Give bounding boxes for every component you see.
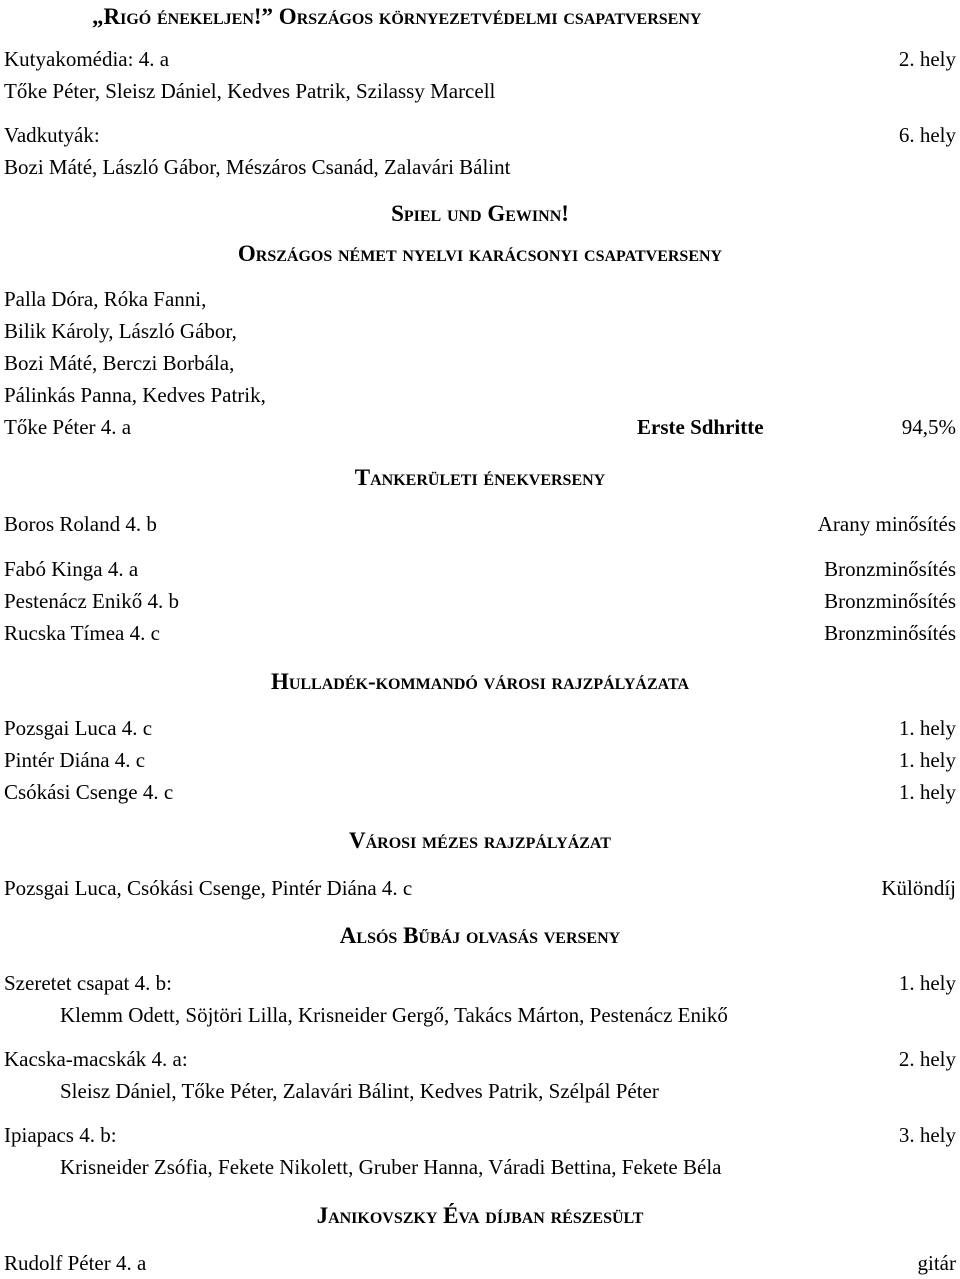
participant-line: Pálinkás Panna, Kedves Patrik, [4, 383, 266, 407]
result-row [4, 712, 956, 744]
student-name: Fabó Kinga 4. a [4, 557, 139, 581]
team-members: Klemm Odett, Söjtöri Lilla, Krisneider Gergő, Takács Márton, Pestenácz Enikő [60, 1003, 728, 1027]
student-name: Rudolf Péter 4. a [4, 1251, 147, 1275]
result-row [4, 744, 956, 776]
result-row [4, 411, 956, 443]
result-value: 1. hely [898, 716, 956, 740]
team-members: Krisneider Zsófia, Fekete Nikolett, Gruber Hanna, Váradi Bettina, Fekete Béla [60, 1155, 722, 1179]
team-members: Tőke Péter, Sleisz Dániel, Kedves Patrik, Szilassy Marcell [4, 79, 496, 103]
team-name: Kutyakomédia: 4. a [4, 47, 170, 71]
result-row [4, 776, 956, 808]
student-name: Csókási Csenge 4. c [4, 780, 174, 804]
award-label: Erste Sdhritte [637, 415, 764, 439]
team-row [4, 1043, 956, 1075]
result-value: gitár [917, 1251, 956, 1275]
section-janikovszky-award [4, 1201, 956, 1279]
result-row [4, 585, 956, 617]
team-row [4, 1119, 956, 1151]
section-waste-drawing-competition [4, 667, 956, 808]
section-title: Alsós Bűbáj olvasás verseny [339, 923, 621, 948]
student-name: Pestenácz Enikő 4. b [4, 589, 179, 613]
team-place: 1. hely [898, 971, 956, 995]
result-row [4, 872, 956, 904]
team-place: 3. hely [898, 1123, 956, 1147]
score-value: 94,5% [901, 415, 956, 439]
result-value: 1. hely [898, 780, 956, 804]
section-title: Spiel und Gewinn! [391, 201, 569, 226]
team-members: Sleisz Dániel, Tőke Péter, Zalavári Bálint, Kedves Patrik, Szélpál Péter [60, 1079, 659, 1103]
team-row [4, 43, 956, 75]
student-name: Pintér Diána 4. c [4, 748, 146, 772]
participant-line: Palla Dóra, Róka Fanni, [4, 287, 207, 311]
section-reading-competition [4, 921, 956, 1183]
section-environmental-competition [4, 0, 956, 183]
section-title: Janikovszky Éva díjban részesült [316, 1203, 644, 1228]
team-place: 2. hely [898, 47, 956, 71]
participant-line: Bilik Károly, László Gábor, [4, 319, 237, 343]
section-title: „Rigó énekeljen!” Országos környezetvédelmi csapatverseny [92, 4, 702, 29]
result-row [4, 508, 956, 540]
participant-line: Bozi Máté, Berczi Borbála, [4, 351, 235, 375]
section-title: Hulladék-kommandó városi rajzpályázata [270, 669, 690, 694]
result-value: Arany minősítés [817, 512, 956, 536]
team-members: Bozi Máté, László Gábor, Mészáros Csanád, Zalavári Bálint [4, 155, 511, 179]
result-value: Bronzminősítés [824, 557, 956, 581]
student-name: Rucska Tímea 4. c [4, 621, 160, 645]
result-row [4, 1247, 956, 1279]
student-names: Pozsgai Luca, Csókási Csenge, Pintér Diána 4. c [4, 876, 413, 900]
result-row [4, 553, 956, 585]
result-value: 1. hely [898, 748, 956, 772]
section-honey-drawing-competition [4, 826, 956, 904]
student-name: Boros Roland 4. b [4, 512, 157, 536]
team-place: 6. hely [898, 123, 956, 147]
team-place: 2. hely [898, 1047, 956, 1071]
section-singing-competition [4, 463, 956, 649]
team-name: Kacska-macskák 4. a: [4, 1047, 188, 1071]
team-name: Szeretet csapat 4. b: [4, 971, 172, 995]
result-value: Bronzminősítés [824, 589, 956, 613]
section-title: Tankerületi énekverseny [354, 465, 606, 490]
result-value: Bronzminősítés [824, 621, 956, 645]
result-value: Különdíj [881, 876, 956, 900]
participant-line: Tőke Péter 4. a [4, 415, 132, 439]
team-row [4, 967, 956, 999]
section-subtitle: Országos német nyelvi karácsonyi csapatverseny [237, 241, 723, 266]
team-name: Ipiapacs 4. b: [4, 1123, 117, 1147]
result-row [4, 617, 956, 649]
student-name: Pozsgai Luca 4. c [4, 716, 153, 740]
team-name: Vadkutyák: [4, 123, 100, 147]
section-german-competition [4, 199, 956, 443]
team-row [4, 119, 956, 151]
section-title: Városi mézes rajzpályázat [349, 828, 611, 853]
